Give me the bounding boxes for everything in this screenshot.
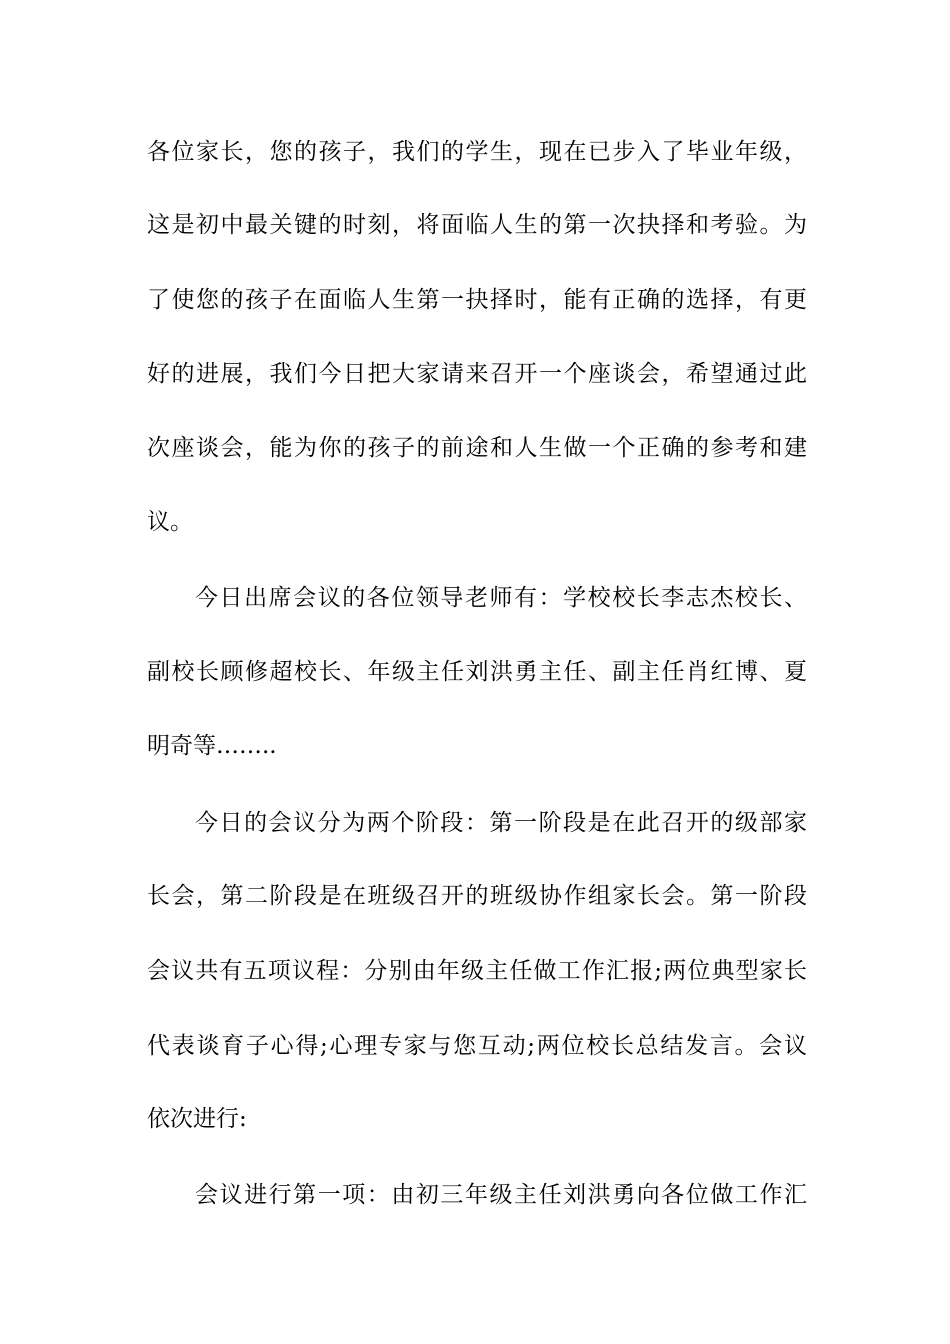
text-line: 次座谈会，能为你的孩子的前途和人生做一个正确的参考和建 [147,435,807,461]
text-line: 各位家长，您的孩子，我们的学生，现在已步入了毕业年级， [147,139,807,165]
text-line: 今日出席会议的各位领导老师有：学校校长李志杰校长、 [195,585,807,611]
text-line: 会议进行第一项：由初三年级主任刘洪勇向各位做工作汇 [195,1182,807,1208]
text-line: 了使您的孩子在面临人生第一抉择时，能有正确的选择，有更 [147,287,807,313]
text-line: 代表谈育子心得;心理专家与您互动;两位校长总结发言。会议 [147,1033,807,1059]
text-line: 今日的会议分为两个阶段：第一阶段是在此召开的级部家 [195,810,807,836]
text-line: 会议共有五项议程：分别由年级主任做工作汇报;两位典型家长 [147,958,807,984]
text-line: 依次进行: [147,1106,247,1132]
text-line: 议。 [147,509,193,535]
text-line: 副校长顾修超校长、年级主任刘洪勇主任、副主任肖红博、夏 [147,659,807,685]
text-line: 明奇等…….. [147,733,277,759]
text-line: 好的进展，我们今日把大家请来召开一个座谈会，希望通过此 [147,361,807,387]
text-line: 这是初中最关键的时刻，将面临人生的第一次抉择和考验。为 [147,212,807,238]
text-line: 长会，第二阶段是在班级召开的班级协作组家长会。第一阶段 [147,883,807,909]
